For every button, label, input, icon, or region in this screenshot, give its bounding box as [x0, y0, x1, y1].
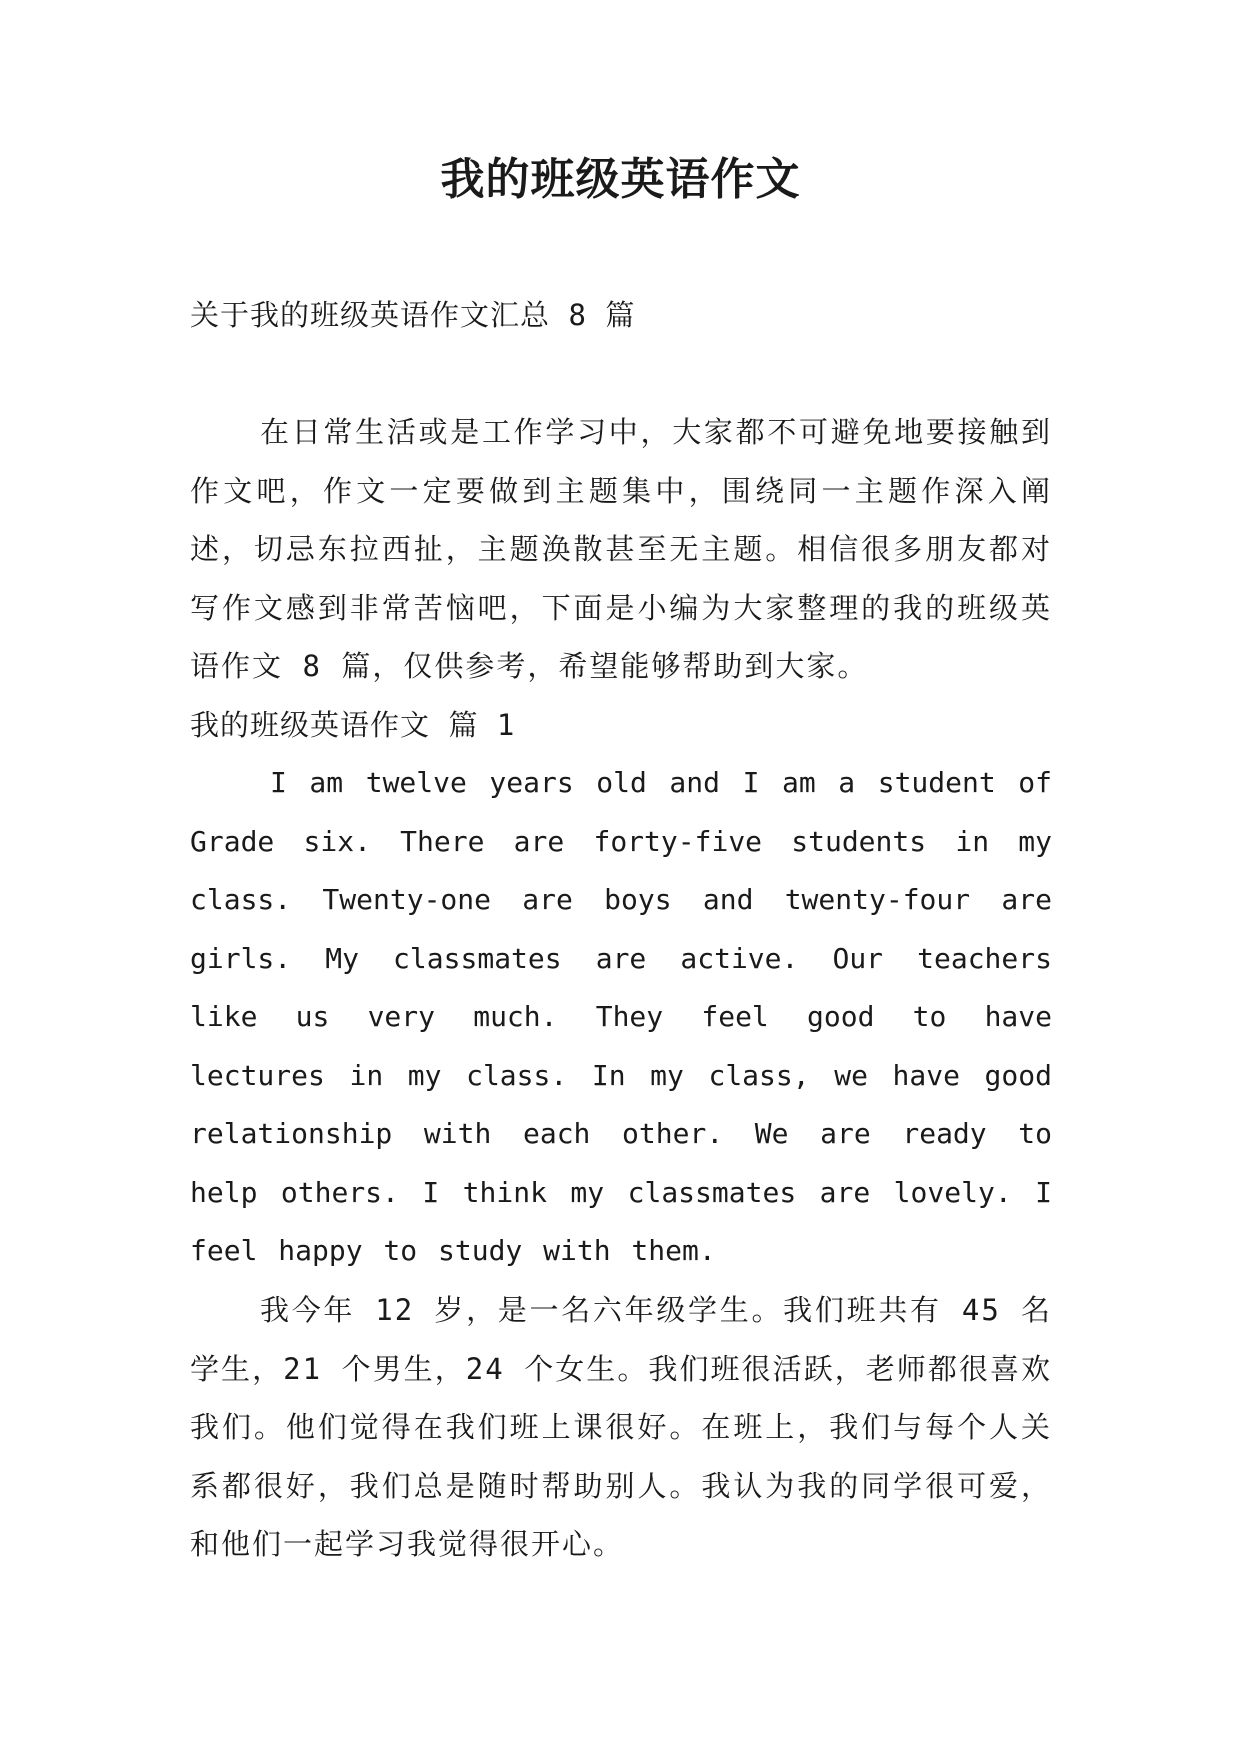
intro-paragraph: 在日常生活或是工作学习中，大家都不可避免地要接触到作文吧，作文一定要做到主题集中，围绕同一主题作深入阐述，切忌东拉西扯，主题涣散甚至无主题。相信很多朋友都对写作文感到非常苦恼吧，下面是小编为大家整理的我的班级英语作文 8 篇，仅供参考，希望能够帮助到大家。	[190, 415, 1052, 683]
document-subtitle: 关于我的班级英语作文汇总 8 篇	[190, 298, 636, 332]
chinese-paragraph: 我今年 12 岁，是一名六年级学生。我们班共有 45 名学生，21 个男生，24 个女生。我们班很活跃，老师都很喜欢我们。他们觉得在我们班上课很好。在班上，我们与每个人关系都很好，我们总是随时帮助别人。我认为我的同学很可爱，和他们一起学习我觉得很开心。	[190, 1293, 1052, 1561]
section-heading: 我的班级英语作文 篇 1	[190, 708, 516, 742]
english-paragraph: I am twelve years old and I am a student of Grade six. There are forty-five students in my class. Twenty-one are boys and twenty-four are girls. My classmates are active. Our teachers like us very much. They feel good to have lectures in my class. In my class, we have good relationship with each other. We are ready to help others. I think my classmates are lovely. I feel happy to study with them.	[190, 766, 1052, 1267]
document-title: 我的班级英语作文	[440, 154, 801, 205]
